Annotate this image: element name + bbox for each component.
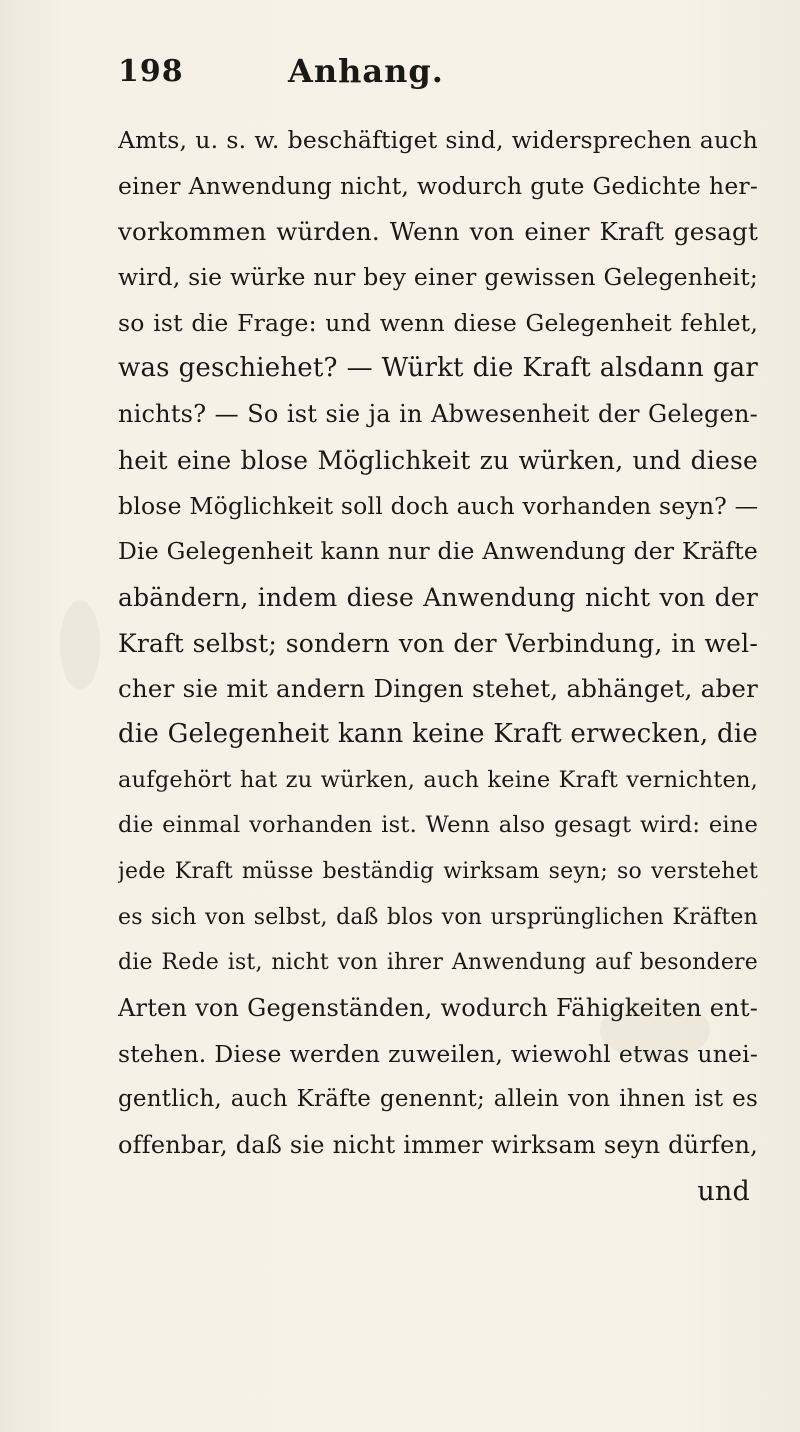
text-line: stehen. Diese werden zuweilen, wiewohl etwas unei- bbox=[118, 1039, 758, 1068]
text-line: Die Gelegenheit kann nur die Anwendung der Kräfte bbox=[118, 537, 758, 566]
paper-stain bbox=[60, 600, 100, 690]
text-line: blose Möglichkeit soll doch auch vorhanden seyn? — bbox=[118, 491, 758, 520]
text-line: einer Anwendung nicht, wodurch gute Gedichte her- bbox=[118, 171, 758, 200]
text-line: heit eine blose Möglichkeit zu würken, und diese bbox=[118, 445, 758, 475]
text-line: cher sie mit andern Dingen stehet, abhänget, aber bbox=[118, 674, 758, 704]
text-line: es sich von selbst, daß blos von ursprünglichen Kräften bbox=[118, 904, 758, 930]
text-line: so ist die Frage: und wenn diese Gelegenheit fehlet, bbox=[118, 308, 758, 337]
text-line: die Gelegenheit kann keine Kraft erwecken, die bbox=[118, 718, 758, 749]
text-line: Kraft selbst; sondern von der Verbindung, in wel- bbox=[118, 628, 758, 658]
body-text bbox=[118, 118, 758, 1215]
text-line: vorkommen würden. Wenn von einer Kraft gesagt bbox=[118, 217, 758, 247]
text-line: die einmal vorhanden ist. Wenn also gesagt wird: eine bbox=[118, 812, 758, 839]
text-line: aufgehört hat zu würken, auch keine Kraft vernichten, bbox=[118, 766, 758, 793]
text-line: offenbar, daß sie nicht immer wirksam seyn dürfen, bbox=[118, 1131, 758, 1160]
catchword: und bbox=[697, 1175, 750, 1207]
text-line: jede Kraft müsse beständig wirksam seyn; so verstehet bbox=[118, 859, 758, 884]
page-number: 198 bbox=[118, 54, 184, 89]
text-line: wird, sie würke nur bey einer gewissen Gelegenheit; bbox=[118, 263, 758, 292]
text-line: abändern, indem diese Anwendung nicht von der bbox=[118, 582, 758, 612]
text-line: gentlich, auch Kräfte genennt; allein von ihnen ist es bbox=[118, 1086, 758, 1113]
running-head: Anhang. bbox=[288, 52, 444, 90]
text-line: Amts, u. s. w. beschäftiget sind, widersprechen auch bbox=[118, 126, 758, 154]
text-line: was geschiehet? — Würkt die Kraft alsdann gar bbox=[118, 353, 758, 384]
page-header bbox=[118, 48, 738, 96]
text-line: die Rede ist, nicht von ihrer Anwendung auf besondere bbox=[118, 950, 758, 976]
text-line: nichts? — So ist sie ja in Abwesenheit der Gelegen- bbox=[118, 400, 758, 429]
text-line: Arten von Gegenständen, wodurch Fähigkeiten ent- bbox=[118, 994, 758, 1023]
